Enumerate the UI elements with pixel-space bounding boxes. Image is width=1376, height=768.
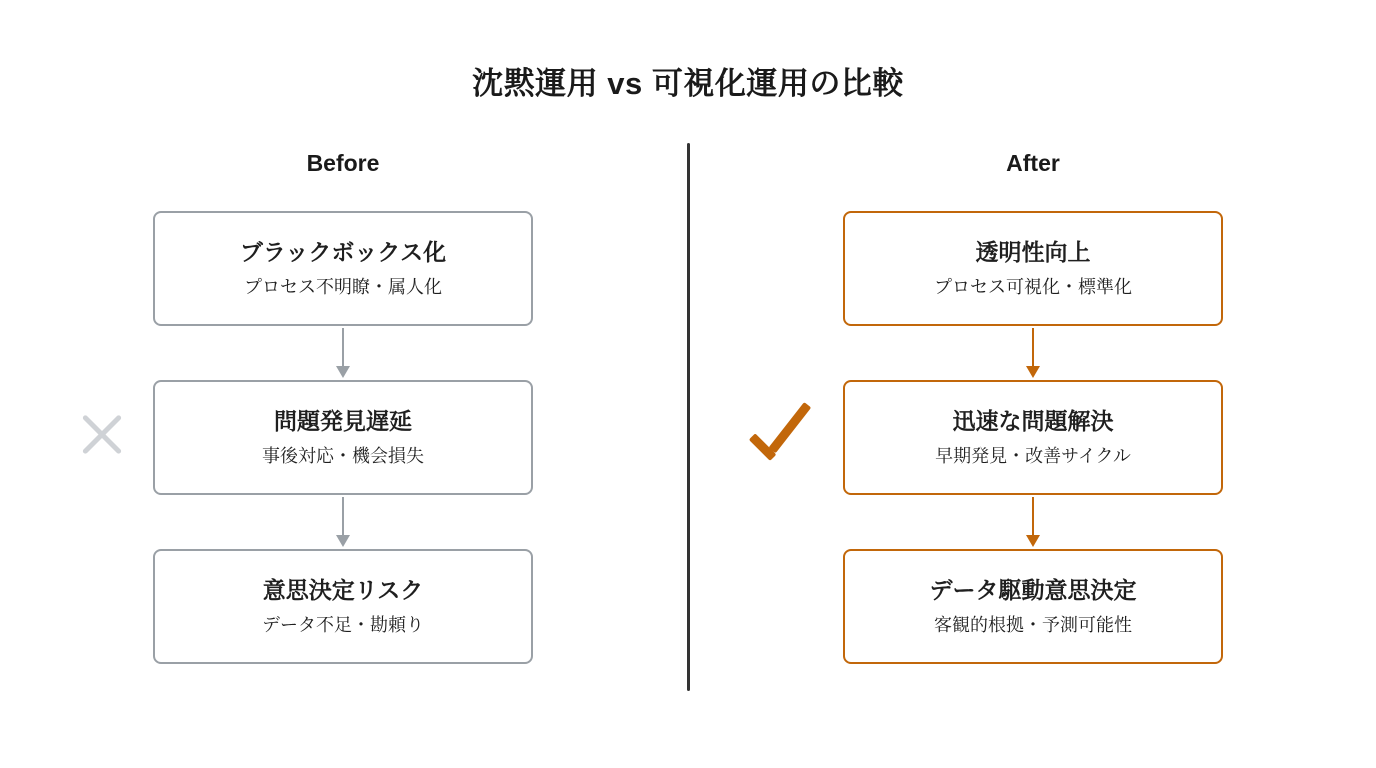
page-title: 沈黙運用 vs 可視化運用の比較 xyxy=(472,66,904,101)
arrow-down-icon xyxy=(1021,497,1045,551)
flow-node-before-1 xyxy=(153,211,533,326)
flow-node-title: データ駆動意思決定 xyxy=(929,576,1137,603)
column-heading-after: After xyxy=(1006,150,1060,176)
flow-node-subtitle: 客観的根拠・予測可能性 xyxy=(934,614,1132,635)
flow-node-subtitle: 早期発見・改善サイクル xyxy=(935,445,1131,466)
arrow-down-icon xyxy=(1021,328,1045,382)
arrow-down-icon xyxy=(331,497,355,551)
flow-node-subtitle: データ不足・勘頼り xyxy=(262,614,424,635)
flow-node-before-2 xyxy=(153,380,533,495)
flow-node-subtitle: プロセス不明瞭・属人化 xyxy=(244,276,442,297)
flow-node-after-2 xyxy=(843,380,1223,495)
arrow-down-icon xyxy=(331,328,355,382)
flow-node-title: 問題発見遅延 xyxy=(274,407,412,434)
flow-node-after-3 xyxy=(843,549,1223,664)
flow-node-title: 迅速な問題解決 xyxy=(952,407,1114,434)
flow-node-after-1 xyxy=(843,211,1223,326)
cross-mark-icon xyxy=(76,408,128,460)
flow-node-subtitle: 事後対応・機会損失 xyxy=(262,445,424,466)
flow-node-title: 透明性向上 xyxy=(975,238,1091,265)
flow-node-title: ブラックボックス化 xyxy=(239,238,447,265)
flow-node-before-3 xyxy=(153,549,533,664)
flow-node-title: 意思決定リスク xyxy=(262,576,424,603)
flow-node-subtitle: プロセス可視化・標準化 xyxy=(934,276,1132,297)
column-heading-before: Before xyxy=(306,150,380,176)
column-divider xyxy=(687,143,690,691)
check-mark-icon xyxy=(748,404,820,464)
